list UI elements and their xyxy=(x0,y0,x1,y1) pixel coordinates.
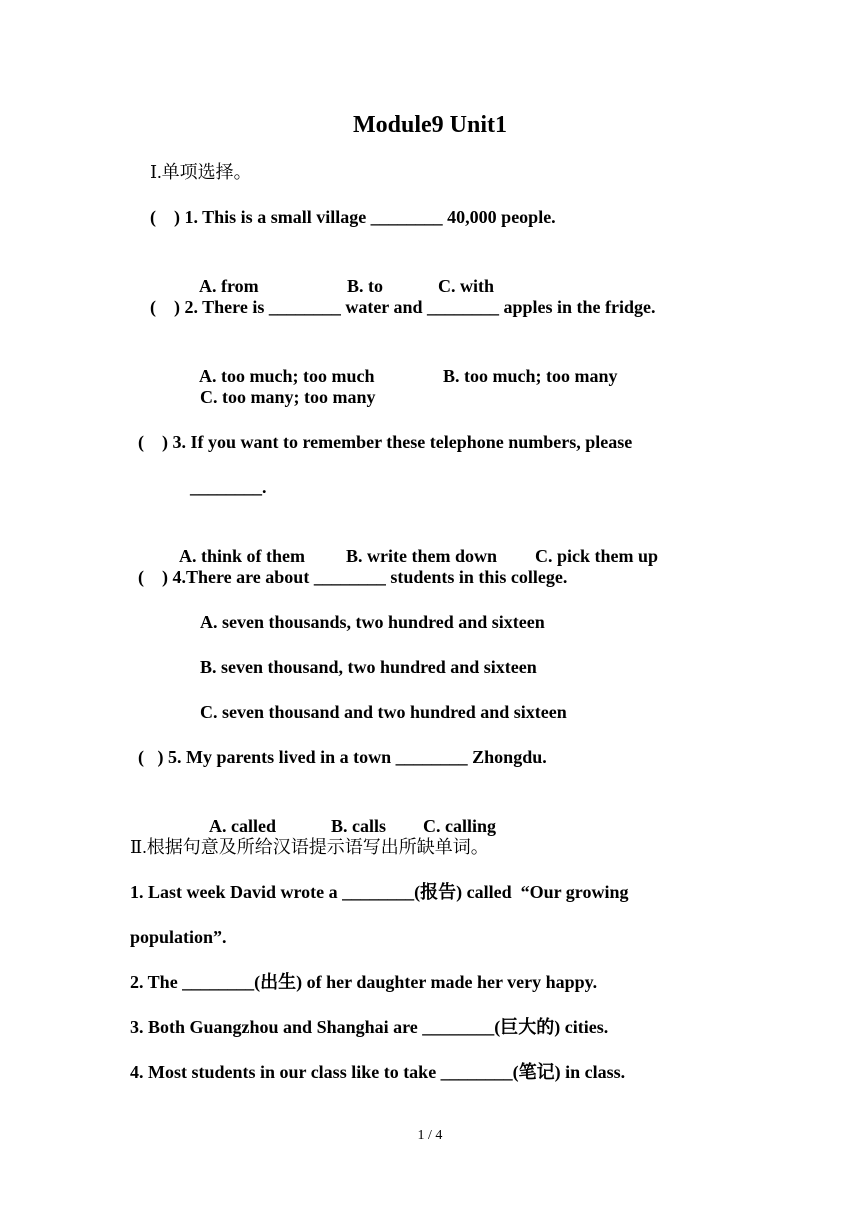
question-2: ( ) 2. There is ________ water and ________ apples in the fridge. xyxy=(150,297,656,317)
q3-option-a: A. think of them xyxy=(179,546,306,566)
q2-option-b: B. too much; too many xyxy=(443,366,618,386)
q4-option-b: B. seven thousand, two hundred and sixteen xyxy=(200,657,537,677)
q1-option-a: A. from xyxy=(199,276,259,296)
question-2-options-ab xyxy=(190,340,618,388)
question-5-options xyxy=(200,790,496,838)
sentence-1-line-1: 1. Last week David wrote a ________(报告) called “Our growing xyxy=(130,882,629,902)
question-1-options xyxy=(190,250,494,298)
q4-option-c: C. seven thousand and two hundred and sixteen xyxy=(200,702,567,722)
q5-option-b: B. calls xyxy=(331,816,387,836)
q3-option-b: B. write them down xyxy=(346,546,497,566)
sentence-3: 3. Both Guangzhou and Shanghai are ________(巨大的) cities. xyxy=(130,1017,609,1037)
q1-option-b: B. to xyxy=(347,276,383,296)
question-3-options xyxy=(170,520,658,568)
section-1-heading: Ⅰ.单项选择。 xyxy=(150,162,252,182)
question-1: ( ) 1. This is a small village ________ 40,000 people. xyxy=(150,207,556,227)
q4-option-a: A. seven thousands, two hundred and sixteen xyxy=(200,612,545,632)
question-3-blank: ________. xyxy=(190,477,267,497)
question-4: ( ) 4.There are about ________ students in this college. xyxy=(138,567,568,587)
q2-option-c: C. too many; too many xyxy=(200,387,376,407)
sentence-2: 2. The ________(出生) of her daughter made her very happy. xyxy=(130,972,598,992)
q2-option-a: A. too much; too much xyxy=(199,366,375,386)
question-5: ( ) 5. My parents lived in a town ________ Zhongdu. xyxy=(138,747,547,767)
page-title: Module9 Unit1 xyxy=(352,112,507,138)
page-number: 1 / 4 xyxy=(417,1128,443,1143)
sentence-4: 4. Most students in our class like to take ________(笔记) in class. xyxy=(130,1062,626,1082)
q1-option-c: C. with xyxy=(438,276,495,296)
sentence-1-line-2: population”. xyxy=(130,927,227,947)
q3-option-c: C. pick them up xyxy=(535,546,659,566)
q5-option-c: C. calling xyxy=(423,816,497,836)
section-2-heading: Ⅱ.根据句意及所给汉语提示语写出所缺单词。 xyxy=(130,837,489,857)
question-3: ( ) 3. If you want to remember these telephone numbers, please xyxy=(138,432,633,452)
q5-option-a: A. called xyxy=(209,816,276,836)
